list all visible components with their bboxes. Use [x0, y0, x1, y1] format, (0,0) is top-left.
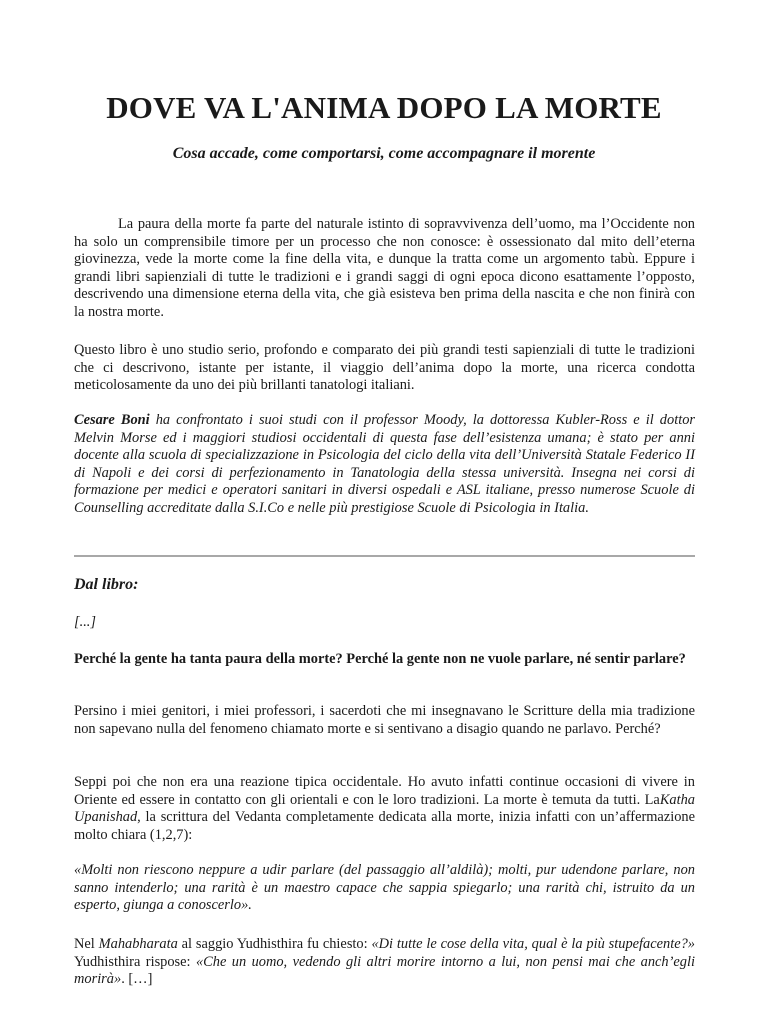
excerpt-paragraph-mahabharata — [74, 936, 695, 989]
document-title: DOVE VA L'ANIMA DOPO LA MORTE — [106, 90, 662, 125]
section-divider — [74, 555, 695, 557]
mahabharata-text-d: . […] — [121, 971, 153, 988]
mahabharata-quote-answer: «Che un uomo, vedendo gli altri morire intorno a lui, non pensi mai che anch’egli morirà» — [74, 953, 695, 988]
excerpt-paragraph-katha — [74, 774, 695, 844]
author-name: Cesare Boni — [74, 412, 150, 428]
katha-text-a: Seppi poi che non era una reazione tipica occidentale. Ho avuto infatti continue occasioni di vivere in Oriente ed essere in contatto con gli orientali e con le loro tradizioni. La morte è temuta da tutti. La — [74, 774, 695, 808]
excerpt-paragraph-parents: Persino i miei genitori, i miei professori, i sacerdoti che mi insegnavano le Scritture della mia tradizione non sapevano nulla del fenomeno chiamato morte e si sentivano a disagio quando ne parlavo. Perché? — [74, 703, 695, 737]
mahabharata-text-a: Nel — [74, 936, 99, 952]
book-description-paragraph: Questo libro è uno studio serio, profondo e comparato dei più grandi testi sapienziali di tutte le tradizioni che ci descrivono, istante per istante, il viaggio dell’anima dopo la morte, una ricerca condotta meticolosamente da uno dei più brillanti tanatologi italiani. — [74, 342, 695, 394]
mahabharata-text-b: al saggio Yudhisthira fu chiesto: — [177, 936, 372, 952]
excerpt-question-heading: Perché la gente ha tanta paura della morte? Perché la gente non ne vuole parlare, né sentir parlare? — [74, 651, 686, 667]
excerpt-ellipsis: [...] — [74, 614, 96, 630]
document-subtitle: Cosa accade, come comportarsi, come accompagnare il morente — [172, 145, 596, 162]
katha-upanishad-title: Katha Upanishad — [74, 791, 695, 826]
katha-text-b: , la scrittura del Vedanta completamente dedicata alla morte, inizia infatti con un’affermazione molto chiara (1,2,7): — [74, 809, 695, 843]
mahabharata-quote-question: «Di tutte le cose della vita, qual è la più stupefacente?» — [371, 936, 695, 952]
excerpt-heading: Dal libro: — [74, 576, 139, 593]
author-bio-text: ha confrontato i suoi studi con il professor Moody, la dottoressa Kubler-Ross e il dottor Melvin Morse ed i maggiori studiosi occidentali di questa fase dell’esistenza umana; è stato per anni docente alla scuola di specializzazione in Psicologia del ciclo della vita dell’Università Statale Federico II di Napoli e dei corsi di perfezionamento in Tanatologia della stessa università. Insegna nei corsi di formazione per medici e operatori sanitari in diversi ospedali e ASL italiane, presso numerose Scuole di Counselling accreditate dalla S.I.Co e nelle più prestigiose Scuole di Psicologia in Italia. — [74, 412, 695, 516]
katha-quote: «Molti non riescono neppure a udir parlare (del passaggio all’aldilà); molti, pur udendone parlare, non sanno intenderlo; una rarità è un maestro capace che sappia spiegarlo; una rarità chi, istruito da un esperto, giunga a conoscerlo». — [74, 862, 695, 914]
mahabharata-text-c: Yudhisthira rispose: — [74, 953, 196, 970]
mahabharata-title: Mahabharata — [98, 936, 178, 952]
author-bio-paragraph — [74, 412, 695, 518]
intro-paragraph: La paura della morte fa parte del naturale istinto di sopravvivenza dell’uomo, ma l’Occidente non ha solo un comprensibile timore per un processo che non conosce: è ossessionato dal mito dell’eterna giovinezza, vede la morte come la fine della vita, e dunque la tratta come un argomento tabù. Eppure i grandi libri sapienziali di tutte le tradizioni e i grandi saggi di ogni epoca dicono esattamente l’opposto, descrivendo una dimensione eterna della vita, che già esisteva ben prima della nascita e che non finirà con la nostra morte. — [74, 216, 695, 320]
